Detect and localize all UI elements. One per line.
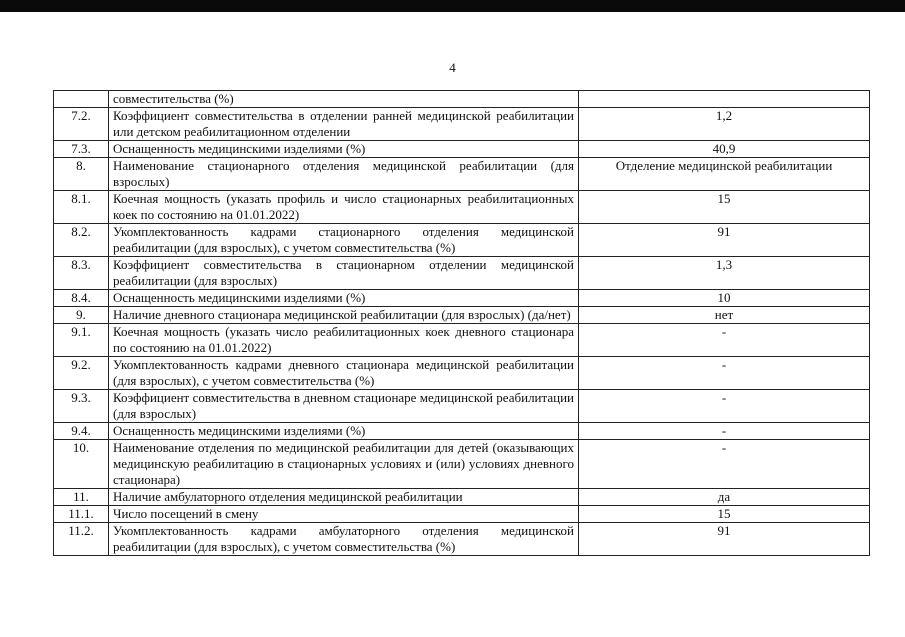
table-row (54, 357, 870, 390)
row-indicator: Наличие дневного стационара медицинской реабилитации (для взрослых) (да/нет) (109, 307, 579, 324)
table-row (54, 91, 870, 108)
row-value: 91 (579, 523, 870, 556)
row-value: да (579, 489, 870, 506)
table-row (54, 489, 870, 506)
scan-top-border (0, 0, 905, 12)
row-indicator: Укомплектованность кадрами стационарного отделения медицинской реабилитации (для взрослых), с учетом совместительства (%) (109, 224, 579, 257)
table-row (54, 224, 870, 257)
row-indicator: Коэффициент совместительства в стационарном отделении медицинской реабилитации (для взрослых) (109, 257, 579, 290)
row-indicator: Оснащенность медицинскими изделиями (%) (109, 423, 579, 440)
row-value: 1,3 (579, 257, 870, 290)
row-value: 91 (579, 224, 870, 257)
table-row (54, 257, 870, 290)
row-indicator: совместительства (%) (109, 91, 579, 108)
row-indicator: Коечная мощность (указать число реабилитационных коек дневного стационара по состоянию на 01.01.2022) (109, 324, 579, 357)
row-value: 10 (579, 290, 870, 307)
table-row (54, 390, 870, 423)
table-row (54, 191, 870, 224)
row-number: 8. (54, 158, 109, 191)
row-indicator: Наименование стационарного отделения медицинской реабилитации (для взрослых) (109, 158, 579, 191)
row-value: - (579, 357, 870, 390)
row-value: 1,2 (579, 108, 870, 141)
table-row (54, 423, 870, 440)
table-row (54, 324, 870, 357)
page-number: 4 (449, 60, 456, 75)
row-value (579, 91, 870, 108)
row-indicator: Оснащенность медицинскими изделиями (%) (109, 290, 579, 307)
row-indicator: Укомплектованность кадрами амбулаторного отделения медицинской реабилитации (для взрослых), с учетом совместительства (%) (109, 523, 579, 556)
row-number: 9.1. (54, 324, 109, 357)
row-number: 8.2. (54, 224, 109, 257)
table-row (54, 506, 870, 523)
row-number: 9.2. (54, 357, 109, 390)
row-value: - (579, 324, 870, 357)
table-row (54, 307, 870, 324)
row-number: 11. (54, 489, 109, 506)
table-row (54, 523, 870, 556)
table-row (54, 108, 870, 141)
row-indicator: Наличие амбулаторного отделения медицинской реабилитации (109, 489, 579, 506)
row-indicator: Укомплектованность кадрами дневного стационара медицинской реабилитации (для взрослых), с учетом совместительства (%) (109, 357, 579, 390)
row-indicator: Коэффициент совместительства в дневном стационаре медицинской реабилитации (для взрослых) (109, 390, 579, 423)
table-row (54, 440, 870, 489)
row-value: - (579, 390, 870, 423)
indicators-table (53, 90, 870, 556)
row-indicator: Коэффициент совместительства в отделении ранней медицинской реабилитации или детском реабилитационном отделении (109, 108, 579, 141)
row-number: 9.4. (54, 423, 109, 440)
row-value: Отделение медицинской реабилитации (579, 158, 870, 191)
table-row (54, 290, 870, 307)
row-value: 40,9 (579, 141, 870, 158)
row-number (54, 91, 109, 108)
row-indicator: Наименование отделения по медицинской реабилитации для детей (оказывающих медицинскую реабилитацию в стационарных условиях и (или) условиях дневного стационара) (109, 440, 579, 489)
row-number: 7.3. (54, 141, 109, 158)
row-value: нет (579, 307, 870, 324)
row-indicator: Коечная мощность (указать профиль и число стационарных реабилитационных коек по состоянию на 01.01.2022) (109, 191, 579, 224)
row-number: 11.1. (54, 506, 109, 523)
row-number: 8.1. (54, 191, 109, 224)
row-number: 9. (54, 307, 109, 324)
row-value: 15 (579, 506, 870, 523)
row-value: - (579, 423, 870, 440)
table-row (54, 158, 870, 191)
row-number: 9.3. (54, 390, 109, 423)
row-value: - (579, 440, 870, 489)
row-number: 8.3. (54, 257, 109, 290)
row-number: 7.2. (54, 108, 109, 141)
row-number: 10. (54, 440, 109, 489)
row-value: 15 (579, 191, 870, 224)
table-row (54, 141, 870, 158)
row-indicator: Число посещений в смену (109, 506, 579, 523)
table-body (54, 91, 870, 556)
row-number: 8.4. (54, 290, 109, 307)
row-indicator: Оснащенность медицинскими изделиями (%) (109, 141, 579, 158)
row-number: 11.2. (54, 523, 109, 556)
